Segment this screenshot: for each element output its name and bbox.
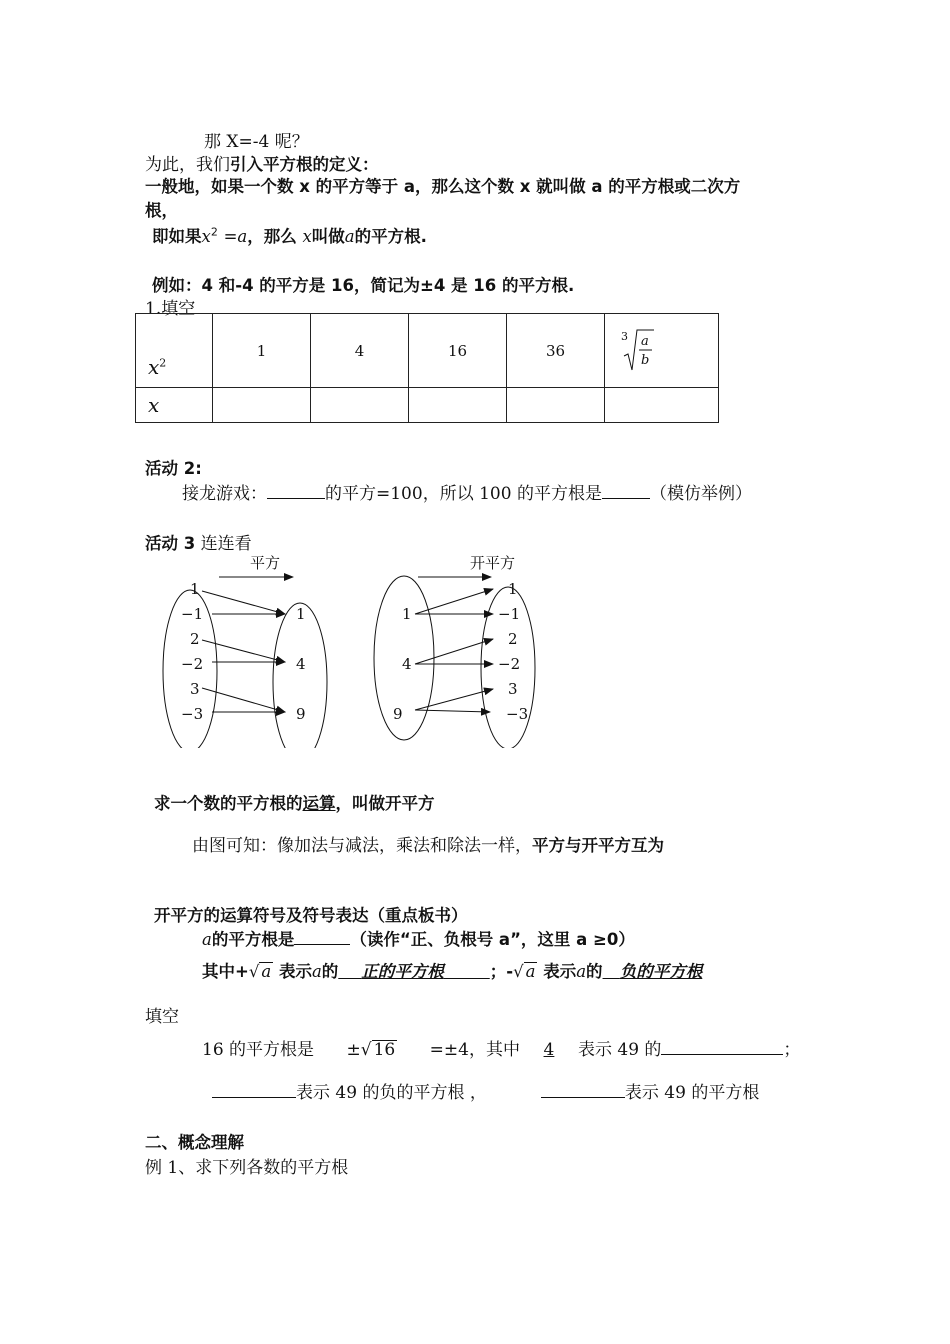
know-b: 平方与开平方互为 bbox=[532, 836, 664, 855]
op-b: 运算 bbox=[302, 794, 336, 813]
s2-rad2: a bbox=[525, 962, 536, 981]
fill2-blank-1[interactable] bbox=[661, 1037, 783, 1055]
formula-mid: ，那么 bbox=[247, 227, 297, 246]
sqrt-label: 开平方 bbox=[470, 554, 516, 572]
fill2-blank-3[interactable] bbox=[541, 1080, 625, 1098]
conclusion-line bbox=[192, 831, 664, 856]
square-label: 平方 bbox=[250, 554, 281, 572]
formula-x2: x bbox=[302, 227, 312, 246]
cube-root-symbol bbox=[621, 326, 655, 372]
formula-mid2: 叫做 bbox=[311, 227, 345, 246]
know-a: 由图可知：像加法与减法，乘法和除法一样， bbox=[192, 836, 532, 856]
s2-i: 的 bbox=[586, 962, 603, 981]
d1-right-1: 4 bbox=[296, 655, 306, 673]
cell-value: 1 bbox=[256, 341, 267, 360]
d1-right-0: 1 bbox=[296, 605, 306, 623]
fill-title: 1.填空 bbox=[145, 299, 196, 319]
formula-end: 的平方根. bbox=[354, 227, 427, 246]
definition-formula bbox=[152, 223, 427, 247]
row2-label: x bbox=[148, 393, 160, 417]
s2-b: 表示 bbox=[278, 962, 312, 981]
op-a: 求一个数的平方根的 bbox=[154, 794, 303, 813]
fill2-blank-2[interactable] bbox=[212, 1080, 296, 1098]
r1-e: ； bbox=[783, 1040, 801, 1060]
r2-a: 表示 49 的负的平方根 ， bbox=[296, 1083, 487, 1103]
cube-root-cell bbox=[605, 314, 719, 388]
r1-rad: 16 bbox=[373, 1040, 396, 1060]
cell-value: 16 bbox=[447, 341, 468, 360]
r1-b: =±4，其中 bbox=[429, 1040, 520, 1060]
example-line: 例如：4 和-4 的平方是 16，简记为±4 是 16 的平方根. bbox=[152, 276, 575, 295]
mapping-diagram bbox=[150, 548, 550, 748]
activity2-c: （模仿举例） bbox=[649, 484, 752, 504]
d1-left-3: −2 bbox=[181, 655, 204, 673]
s1-c: （读作“正、负根号 a”，这里 a ≥0） bbox=[350, 930, 635, 949]
table-cell bbox=[213, 314, 311, 388]
s1-a: a bbox=[202, 930, 212, 949]
definition-intro-b: 引入平方根的定义： bbox=[230, 155, 379, 174]
d2-right-3: −2 bbox=[498, 655, 521, 673]
activity2-blank-1[interactable] bbox=[267, 481, 325, 499]
negative-root-text: 负的平方根 bbox=[619, 962, 703, 981]
root-denominator: b bbox=[641, 352, 650, 368]
d2-left-0: 1 bbox=[402, 605, 412, 623]
fill2-row-1: 16 的平方根是 ±√ 16 =±4，其中 4 表示 49 的 ； bbox=[202, 1035, 800, 1060]
formula-sup: 2 bbox=[210, 225, 218, 239]
r1-pm: ± bbox=[346, 1040, 361, 1060]
fill2-title: 填空 bbox=[145, 1007, 179, 1027]
arrow-1-1 bbox=[202, 591, 285, 614]
arrow-s9-3 bbox=[415, 689, 493, 710]
d1-left-2: 2 bbox=[190, 630, 200, 648]
d2-right-2: 2 bbox=[508, 630, 518, 648]
square-table bbox=[135, 313, 719, 423]
cell-value: 36 bbox=[545, 341, 566, 360]
arrow-2-4 bbox=[202, 640, 285, 662]
row-label-x-cell bbox=[136, 388, 213, 423]
formula-a: a bbox=[344, 227, 355, 246]
symbol-title: 开平方的运算符号及符号表达（重点板书） bbox=[154, 906, 468, 925]
answer-cell[interactable] bbox=[507, 388, 605, 423]
answer-cell[interactable] bbox=[213, 388, 311, 423]
d2-right-5: −3 bbox=[506, 705, 529, 723]
d1-right-2: 9 bbox=[296, 705, 306, 723]
definition-line-1: 一般地，如果一个数 x 的平方等于 a，那么这个数 x 就叫做 a 的平方根或二次方 bbox=[145, 177, 741, 196]
s2-rad: a bbox=[261, 962, 272, 981]
example1-line: 例 1、求下列各数的平方根 bbox=[145, 1158, 349, 1178]
r2-b: 表示 49 的平方根 bbox=[624, 1083, 760, 1103]
s2-g: 表示 bbox=[543, 962, 577, 981]
definition-intro bbox=[145, 150, 379, 175]
activity2-title: 活动 2: bbox=[145, 459, 202, 478]
section2-title: 二、概念理解 bbox=[145, 1133, 244, 1152]
symbol-blank[interactable] bbox=[294, 928, 350, 946]
answer-cell[interactable] bbox=[311, 388, 409, 423]
d1-left-1: −1 bbox=[181, 605, 204, 623]
root-numerator: a bbox=[641, 333, 649, 349]
s2-d: 的 bbox=[321, 962, 339, 981]
s2-c: a bbox=[311, 962, 322, 981]
symbol-line-1 bbox=[202, 926, 635, 950]
root-index: 3 bbox=[621, 329, 628, 343]
answer-cell[interactable] bbox=[605, 388, 719, 423]
d2-left-1: 4 bbox=[402, 655, 412, 673]
activity2-blank-2[interactable] bbox=[602, 481, 650, 499]
definition-line-2: 根， bbox=[145, 201, 178, 220]
range-ellipse-1 bbox=[273, 603, 327, 748]
table-cell bbox=[409, 314, 507, 388]
row-label-x-squared bbox=[136, 314, 213, 388]
activity2-text bbox=[182, 479, 752, 504]
formula-pre: 即如果 bbox=[152, 227, 202, 246]
symbol-line-2: 其中+√ a 表示a的 正的平方根 ；-√ a 表示a的 负的平方根 bbox=[202, 958, 702, 982]
d1-left-5: −3 bbox=[181, 705, 204, 723]
d2-right-4: 3 bbox=[508, 680, 518, 698]
r1-d: 表示 49 的 bbox=[577, 1040, 662, 1060]
answer-cell[interactable] bbox=[409, 388, 507, 423]
d2-right-0: 1 bbox=[508, 580, 518, 598]
table-cell bbox=[311, 314, 409, 388]
s2-h: a bbox=[576, 962, 587, 981]
d2-right-1: −1 bbox=[498, 605, 521, 623]
row-label-sup: 2 bbox=[159, 356, 167, 370]
question-line: 那 X=-4 呢？ bbox=[204, 132, 309, 152]
cell-value: 4 bbox=[354, 341, 365, 360]
formula-x: x bbox=[201, 227, 211, 246]
op-c: ，叫做开平方 bbox=[335, 794, 435, 813]
s2-a: 其中+ bbox=[202, 962, 249, 981]
positive-root-text: 正的平方根 bbox=[361, 962, 444, 981]
d2-left-2: 9 bbox=[393, 705, 403, 723]
arrow-s1-1 bbox=[415, 589, 493, 614]
operation-definition bbox=[154, 790, 435, 814]
d1-left-4: 3 bbox=[190, 680, 200, 698]
activity3-title: 活动 3 bbox=[145, 534, 196, 553]
s2-f: ；- bbox=[489, 962, 514, 981]
row-label-x: x bbox=[148, 355, 160, 379]
formula-eq: =a bbox=[223, 227, 248, 246]
table-cell bbox=[507, 314, 605, 388]
activity2-b: 的平方=100，所以 100 的平方根是 bbox=[325, 484, 602, 504]
d1-left-0: 1 bbox=[190, 580, 200, 598]
s1-b: 的平方根是 bbox=[211, 930, 295, 949]
activity2-a: 接龙游戏： bbox=[182, 484, 267, 504]
r1-c: 4 bbox=[543, 1040, 555, 1060]
fill2-row-2 bbox=[212, 1078, 759, 1103]
definition-intro-a: 为此，我们 bbox=[145, 155, 230, 175]
s2-e bbox=[338, 958, 489, 982]
r1-a: 16 的平方根是 bbox=[202, 1040, 315, 1060]
s2-j bbox=[603, 962, 703, 981]
activity3-subtitle: 连连看 bbox=[200, 534, 252, 554]
